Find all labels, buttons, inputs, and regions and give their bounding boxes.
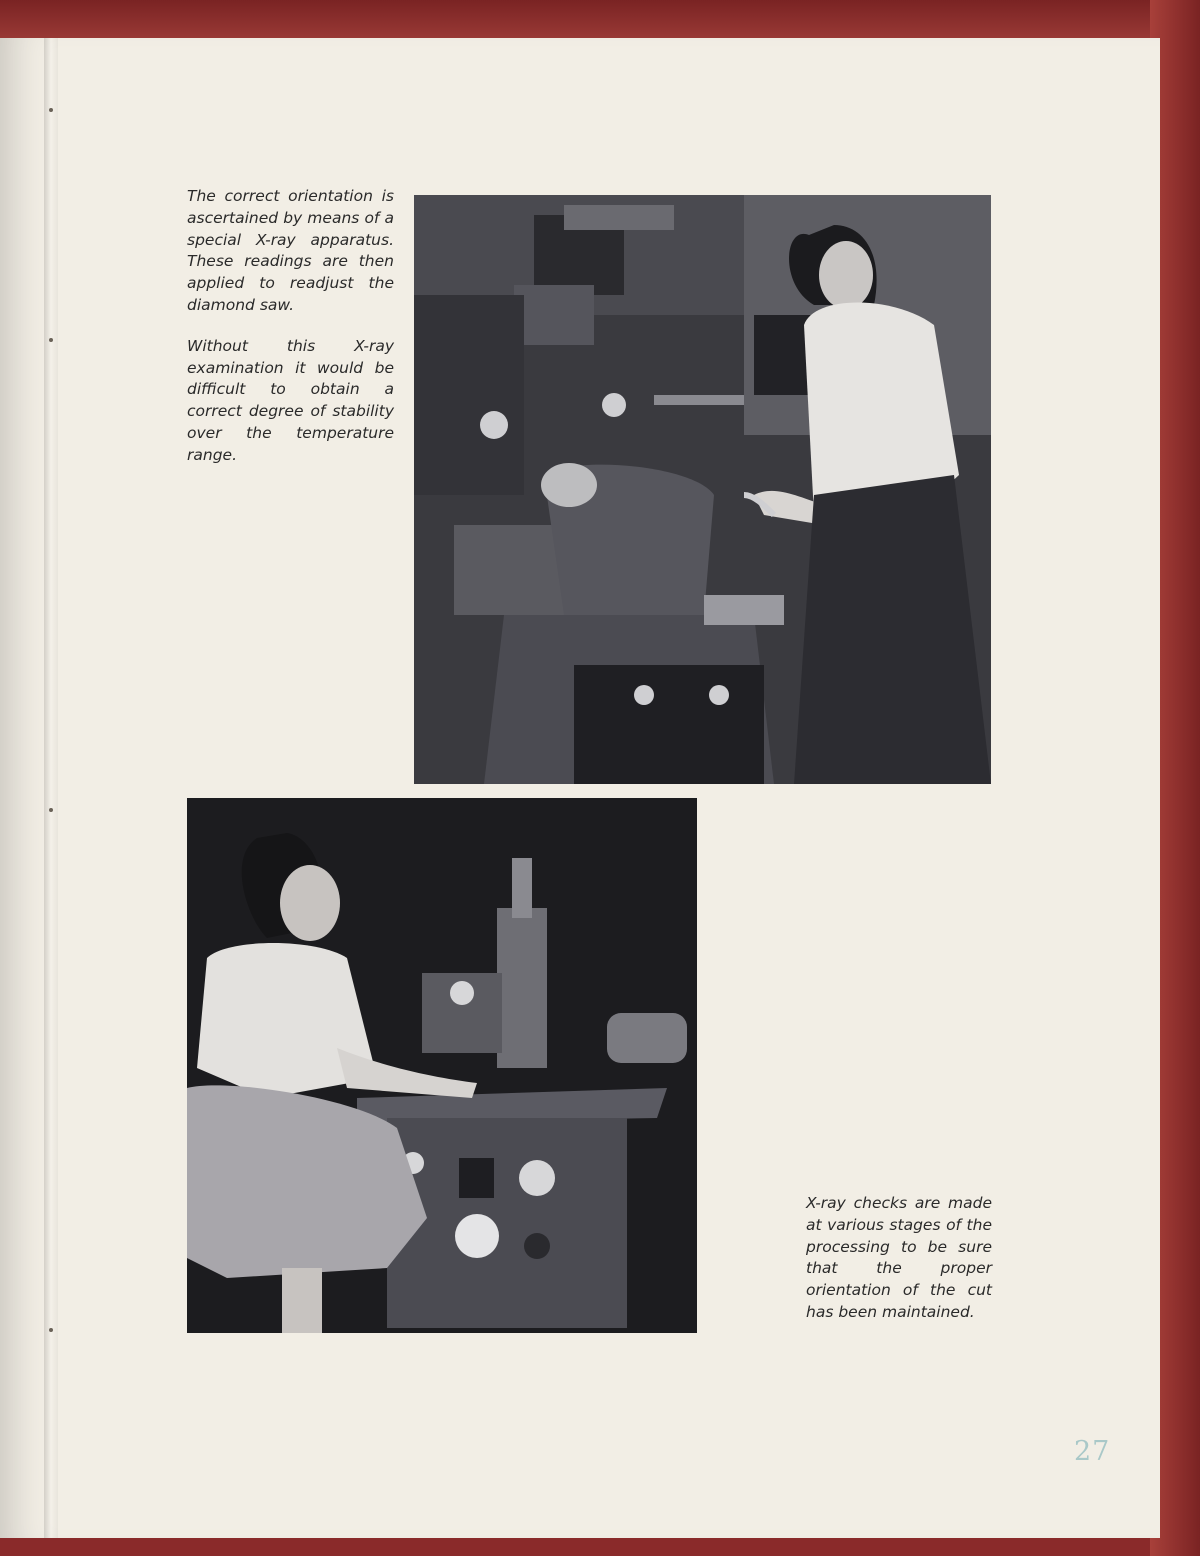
- caption-bottom-paragraph: X-ray checks are made at various stages of the processing to be sure that the proper orientation of the cut has been maintained.: [806, 1194, 992, 1321]
- book-page: [0, 38, 1160, 1538]
- page-gutter: [44, 38, 58, 1538]
- binding-stitch: [49, 108, 53, 112]
- page-number: 27: [1074, 1436, 1111, 1467]
- photo-xray-apparatus-operator: [187, 798, 697, 1333]
- binding-stitch: [49, 1328, 53, 1332]
- binding-stitch: [49, 808, 53, 812]
- caption-bottom: [806, 1193, 992, 1343]
- caption-top: [187, 186, 394, 486]
- caption-top-paragraph-1: The correct orientation is ascertained by means of a special X-ray apparatus. These readings are then applied to readjust the diamond saw.: [187, 187, 394, 314]
- book-cover-top: [0, 0, 1200, 40]
- caption-top-paragraph-2: Without this X-ray examination it would be difficult to obtain a correct degree of stability over the temperature range.: [187, 336, 394, 464]
- photo-diamond-saw-operator: [414, 195, 991, 784]
- binding-stitch: [49, 338, 53, 342]
